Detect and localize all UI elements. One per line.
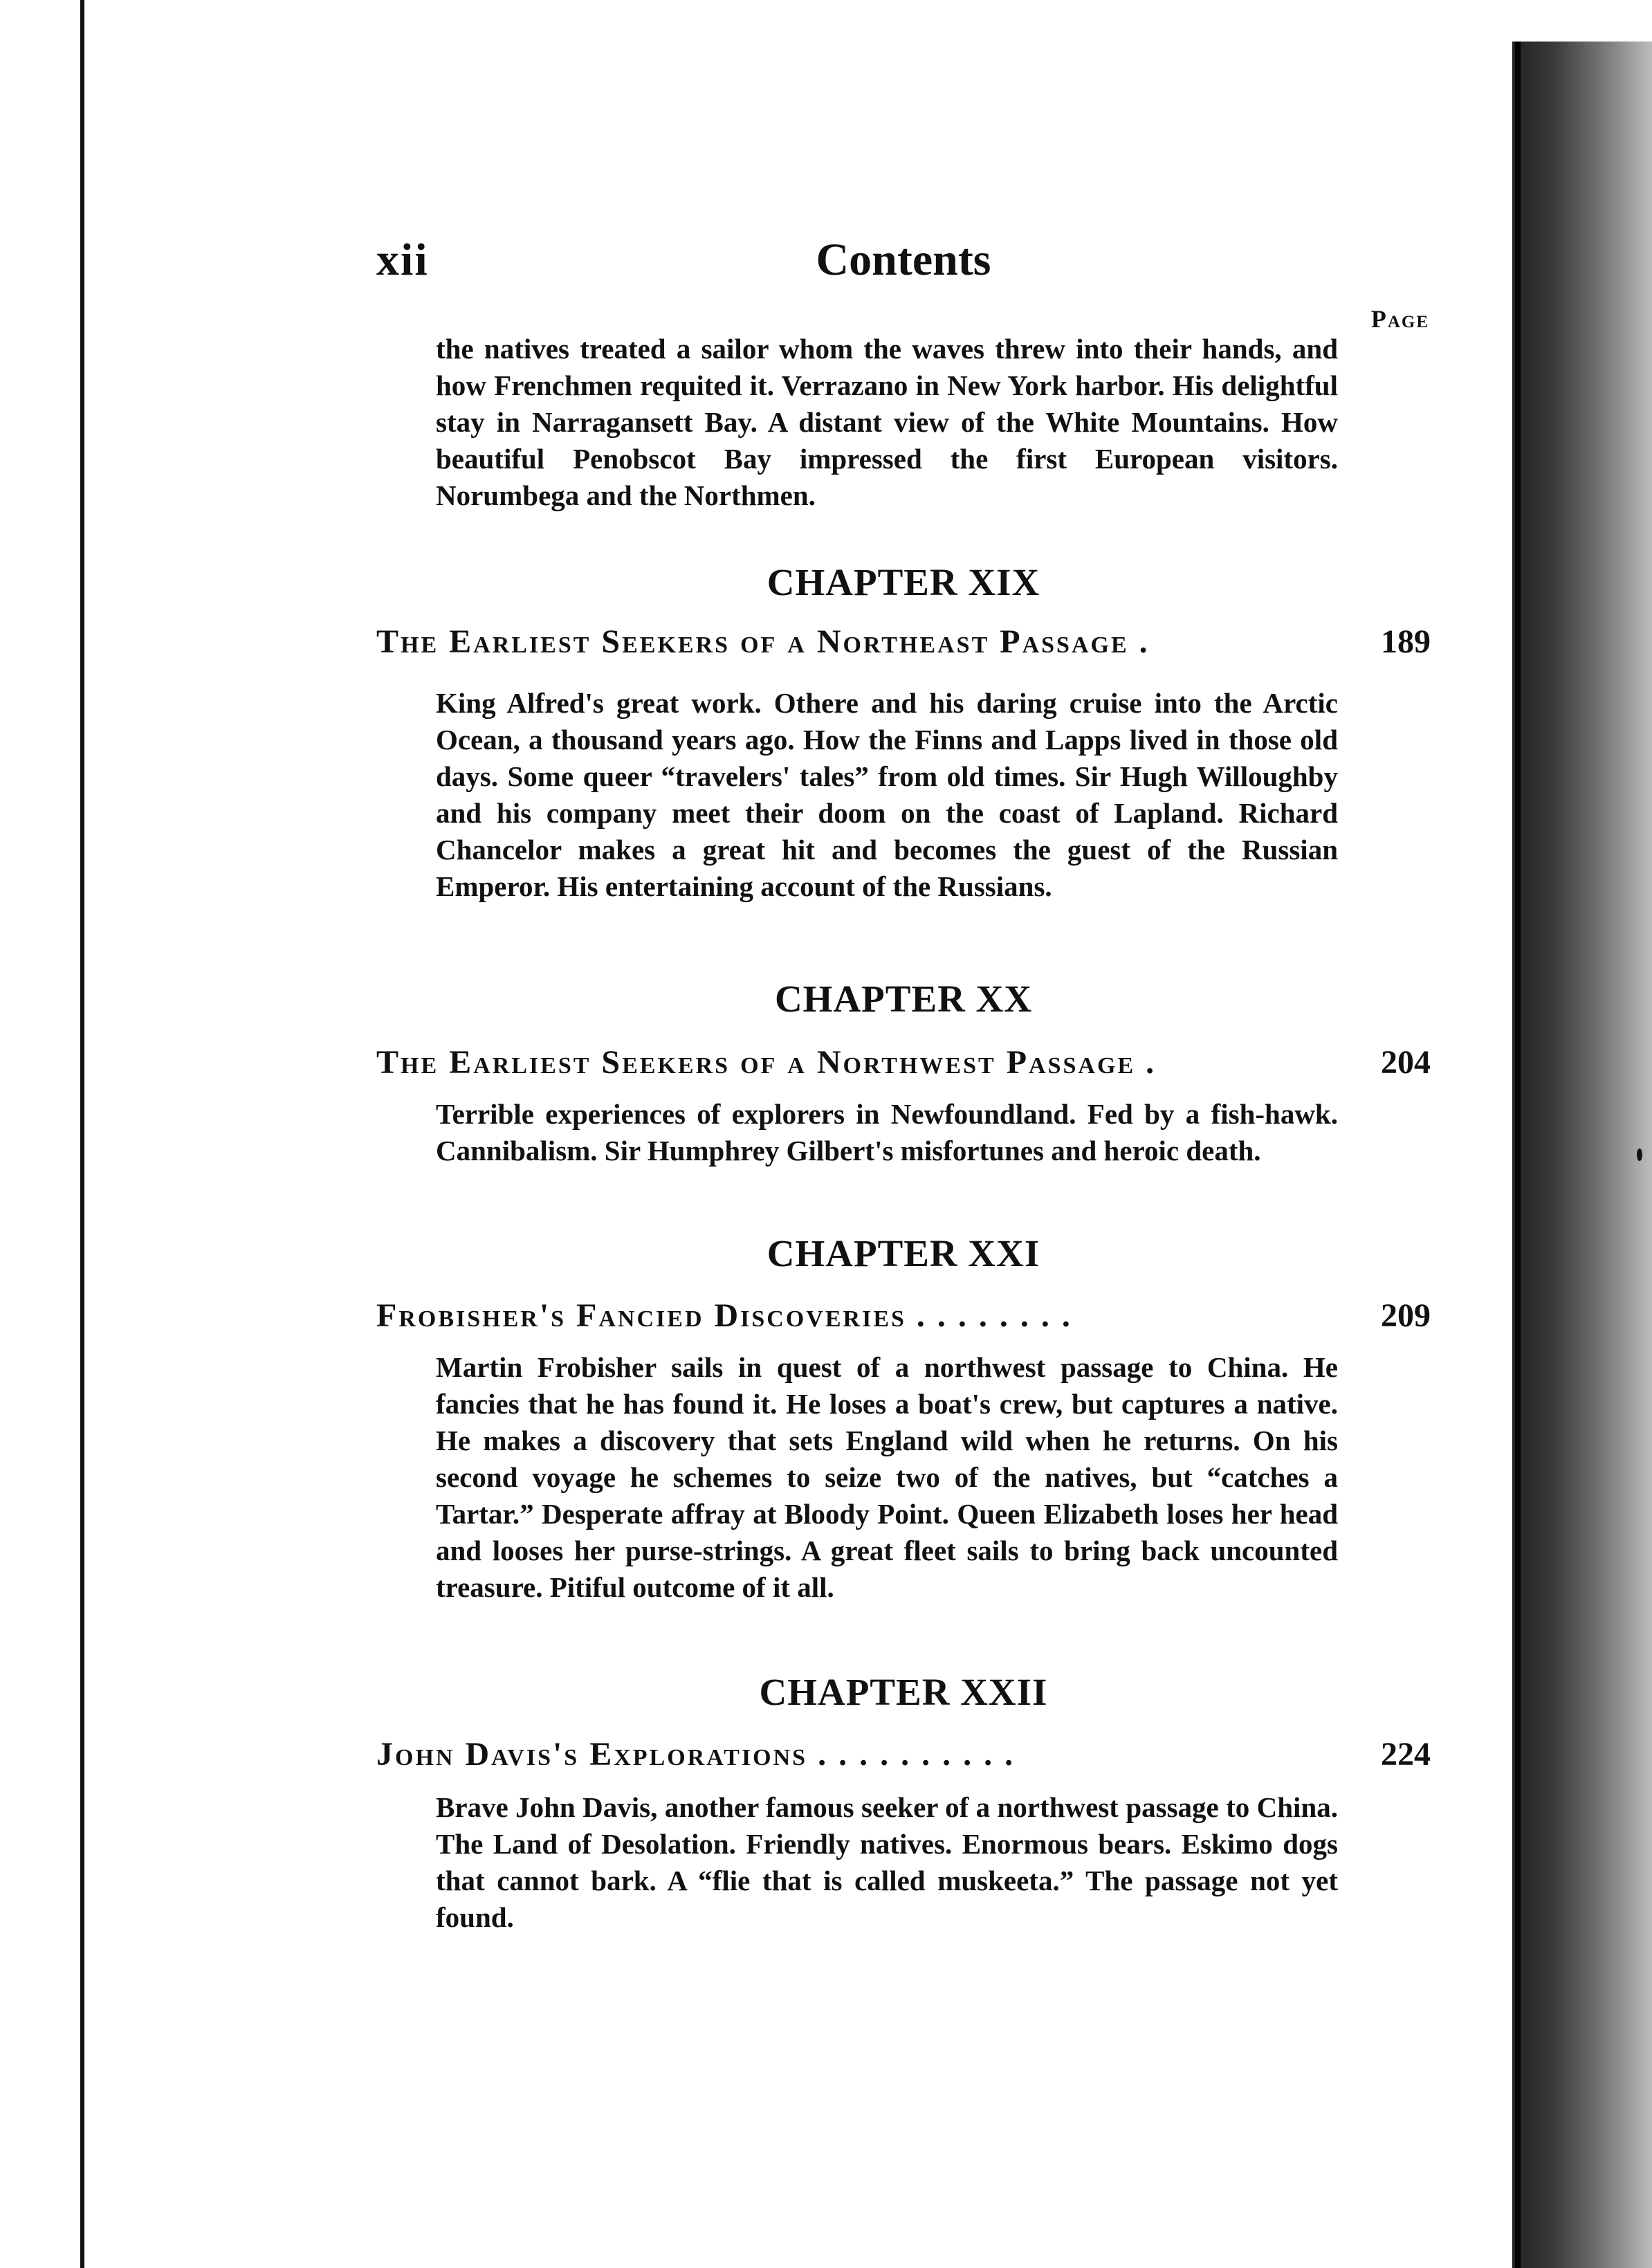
toc-entry-title: John Davis's Explorations . . . . . . . . . .: [376, 1736, 1016, 1773]
page-title: Contents: [816, 235, 991, 285]
toc-entry-title: The Earliest Seekers of a Northeast Passage .: [376, 623, 1150, 660]
scan-speck: [1637, 1149, 1642, 1161]
chapter-summary: Martin Frobisher sails in quest of a northwest passage to China. He fancies that he has found it. He loses a boat's crew, but captures a native. He makes a discovery that sets England wild when he returns. On his second voyage he schemes to seize two of the natives, but “catches a Tartar.” Desperate affray at Bloody Point. Queen Elizabeth loses her head and looses her purse-strings. A great fleet sails to bring back uncounted treasure. Pitiful outcome of it all.: [436, 1351, 1338, 1603]
chapter-heading: CHAPTER XXII: [759, 1671, 1048, 1713]
chapter-heading: CHAPTER XXI: [767, 1232, 1040, 1274]
chapter-heading: CHAPTER XX: [774, 978, 1033, 1020]
chapter-heading: CHAPTER XIX: [767, 561, 1040, 603]
running-head: [376, 234, 1431, 296]
chapter-summary: Brave John Davis, another famous seeker of a northwest passage to China. The Land of Desolation. Friendly natives. Enormous bears. Eskimo dogs that cannot bark. A “flie that is called muskeeta.” The passage not yet found.: [436, 1791, 1338, 1933]
toc-entry-page: 204: [1381, 1044, 1431, 1081]
chapter-summary: Terrible experiences of explorers in Newfoundland. Fed by a fish-hawk. Cannibalism. Sir Humphrey Gilbert's misfortunes and heroic death.: [436, 1098, 1338, 1167]
binding-edge: [0, 0, 84, 2268]
chapter-summary: King Alfred's great work. Othere and his daring cruise into the Arctic Ocean, a thousand years ago. How the Finns and Lapps lived in those old days. Some queer “travelers' tales” from old times. Sir Hugh Willoughby and his company meet their doom on the coast of Lapland. Richard Chancelor makes a great hit and becomes the guest of the Russian Emperor. His entertaining account of the Russians.: [436, 687, 1338, 902]
toc-entry-page: 209: [1381, 1297, 1431, 1334]
page-edge-line: [1515, 42, 1521, 2268]
toc-entry[interactable]: [376, 1735, 1431, 1780]
toc-entry-page: 224: [1381, 1736, 1431, 1773]
page-number: xii: [376, 235, 429, 285]
toc-entry-title: Frobisher's Fancied Discoveries . . . . . . . .: [376, 1297, 1072, 1334]
toc-entry[interactable]: [376, 1297, 1431, 1341]
toc-entry[interactable]: [376, 623, 1431, 667]
page-column-label: Page: [1370, 305, 1429, 333]
toc-entry[interactable]: [376, 1043, 1431, 1088]
toc-entry-page: 189: [1381, 623, 1431, 660]
book-page: [84, 0, 1512, 2268]
page-edge-shadow: [1512, 42, 1652, 2268]
toc-entry-title: The Earliest Seekers of a Northwest Passage .: [376, 1044, 1157, 1081]
continued-summary: the natives treated a sailor whom the waves threw into their hands, and how Frenchmen requited it. Verrazano in New York harbor. His delightful stay in Narragansett Bay. A distant view of the White Mountains. How beautiful Penobscot Bay impressed the first European visitors. Norumbega and the Northmen.: [436, 333, 1338, 511]
